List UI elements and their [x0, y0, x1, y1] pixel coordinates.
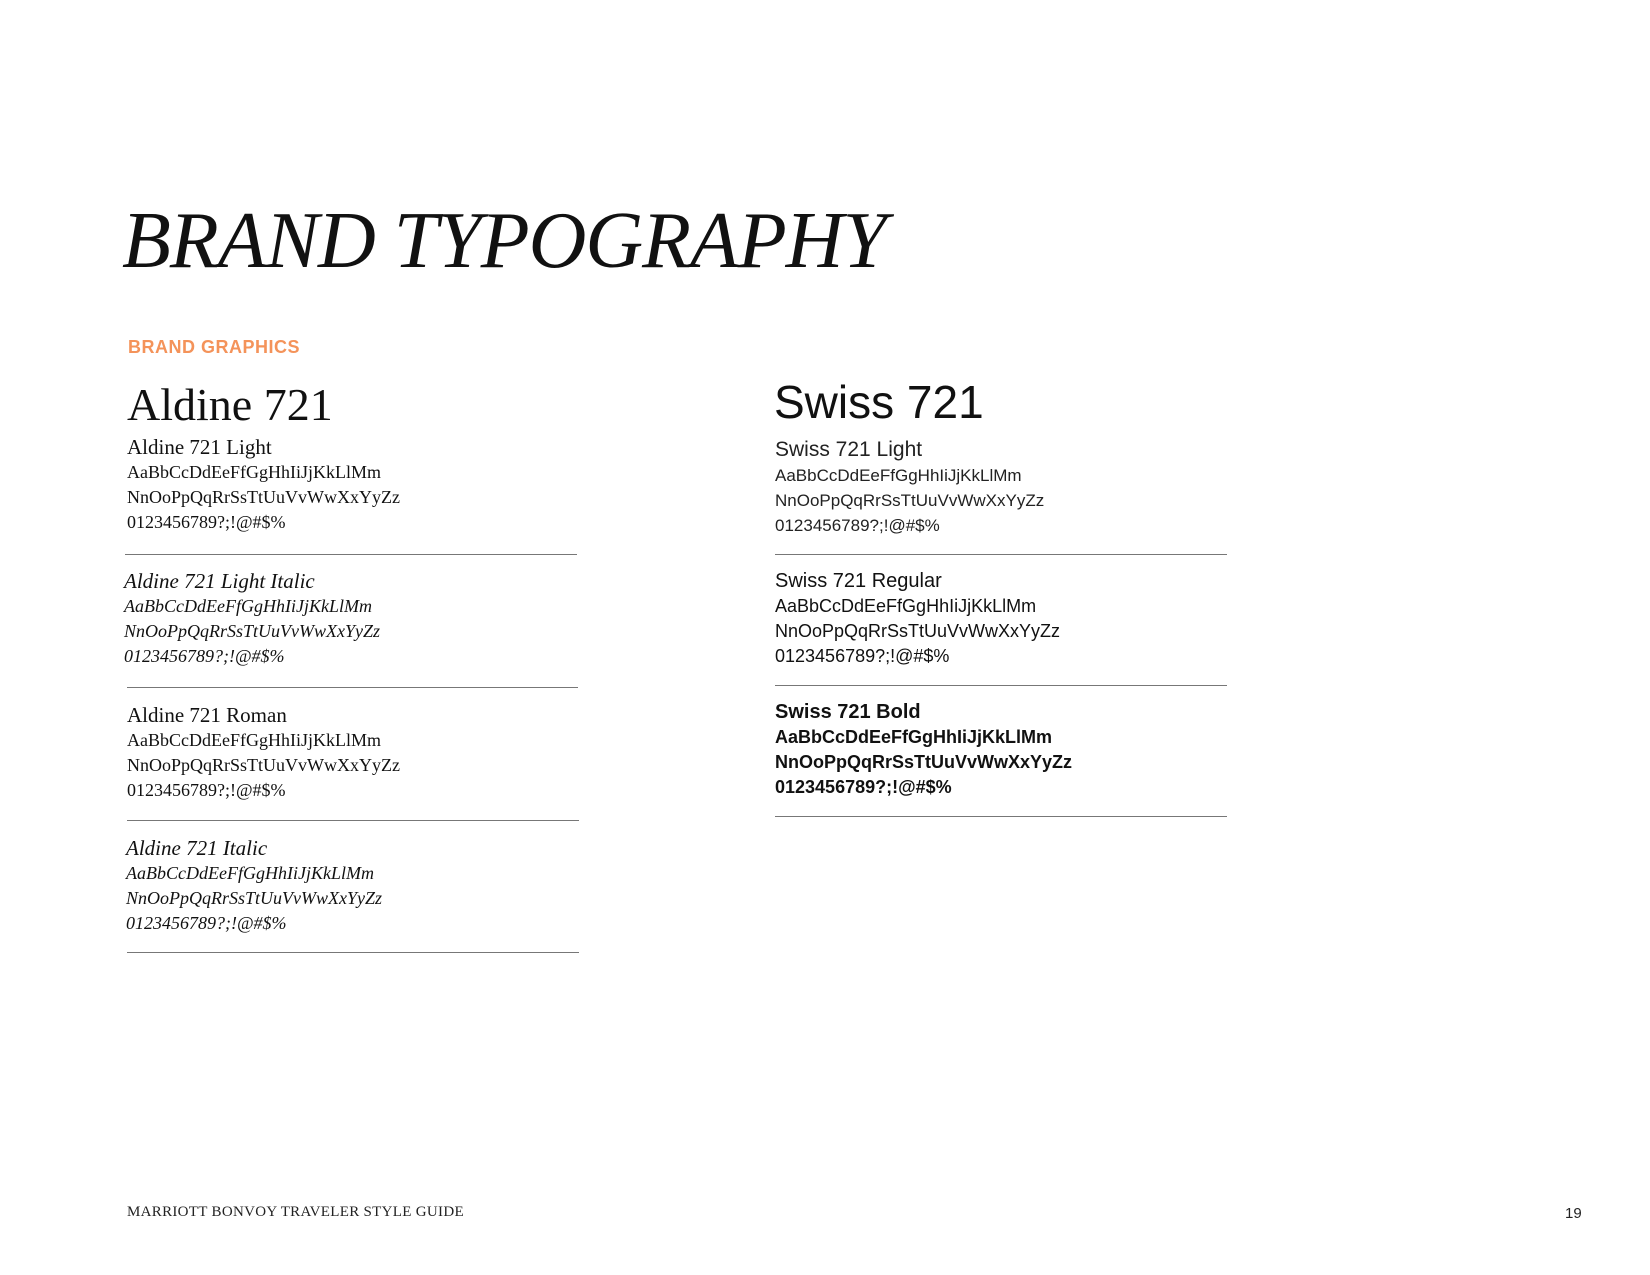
weight-name: Aldine 721 Italic — [126, 836, 268, 860]
divider — [775, 554, 1227, 555]
sample-uppercase-row: AaBbCcDdEeFfGgHhIiJjKkLlMm — [127, 730, 381, 750]
aldine-family-heading: Aldine 721 — [127, 379, 333, 430]
swiss-regular-specimen — [775, 568, 1227, 669]
weight-name: Swiss 721 Bold — [775, 701, 921, 723]
sample-digits-row: 0123456789?;!@#$% — [124, 646, 285, 666]
sample-lowercase-row: NnOoPpQqRrSsTtUuVvWwXxYyZz — [127, 487, 400, 507]
page-title: BRAND TYPOGRAPHY — [122, 197, 886, 285]
divider — [127, 952, 579, 953]
weight-name: Aldine 721 Roman — [127, 703, 287, 727]
aldine-italic-specimen — [126, 835, 580, 936]
swiss-family-heading: Swiss 721 — [774, 376, 984, 428]
divider — [127, 820, 579, 821]
sample-uppercase-row: AaBbCcDdEeFfGgHhIiJjKkLlMm — [775, 466, 1022, 485]
sample-lowercase-row: NnOoPpQqRrSsTtUuVvWwXxYyZz — [126, 888, 382, 908]
swiss-light-specimen — [775, 437, 1227, 538]
sample-uppercase-row: AaBbCcDdEeFfGgHhIiJjKkLlMm — [775, 596, 1037, 616]
sample-uppercase-row: AaBbCcDdEeFfGgHhIiJjKkLlMm — [127, 462, 381, 482]
sample-digits-row: 0123456789?;!@#$% — [775, 516, 940, 535]
sample-digits-row: 0123456789?;!@#$% — [127, 780, 286, 800]
weight-name: Aldine 721 Light Italic — [124, 569, 315, 593]
weight-name: Swiss 721 Light — [775, 438, 923, 461]
weight-name: Aldine 721 Light — [127, 435, 272, 459]
sample-digits-row: 0123456789?;!@#$% — [775, 777, 952, 797]
divider — [125, 554, 577, 555]
sample-digits-row: 0123456789?;!@#$% — [127, 512, 286, 532]
section-label: BRAND GRAPHICS — [128, 337, 301, 357]
sample-lowercase-row: NnOoPpQqRrSsTtUuVvWwXxYyZz — [775, 491, 1045, 510]
sample-lowercase-row: NnOoPpQqRrSsTtUuVvWwXxYyZz — [127, 755, 400, 775]
aldine-roman-specimen — [127, 702, 579, 803]
divider — [127, 687, 578, 688]
sample-uppercase-row: AaBbCcDdEeFfGgHhIiJjKkLlMm — [775, 727, 1053, 747]
sample-lowercase-row: NnOoPpQqRrSsTtUuVvWwXxYyZz — [124, 621, 380, 641]
sample-uppercase-row: AaBbCcDdEeFfGgHhIiJjKkLlMm — [126, 863, 374, 883]
sample-digits-row: 0123456789?;!@#$% — [775, 646, 950, 666]
sample-uppercase-row: AaBbCcDdEeFfGgHhIiJjKkLlMm — [124, 596, 372, 616]
sample-lowercase-row: NnOoPpQqRrSsTtUuVvWwXxYyZz — [775, 752, 1073, 772]
footer-guide-title: MARRIOTT BONVOY TRAVELER STYLE GUIDE — [127, 1204, 464, 1220]
aldine-light-specimen — [127, 434, 577, 535]
weight-name: Swiss 721 Regular — [775, 570, 942, 592]
page-number: 19 — [1565, 1205, 1582, 1222]
aldine-light-italic-specimen — [124, 568, 578, 669]
divider — [775, 816, 1227, 817]
swiss-bold-specimen — [775, 699, 1227, 800]
sample-lowercase-row: NnOoPpQqRrSsTtUuVvWwXxYyZz — [775, 621, 1061, 641]
sample-digits-row: 0123456789?;!@#$% — [126, 913, 287, 933]
divider — [775, 685, 1227, 686]
